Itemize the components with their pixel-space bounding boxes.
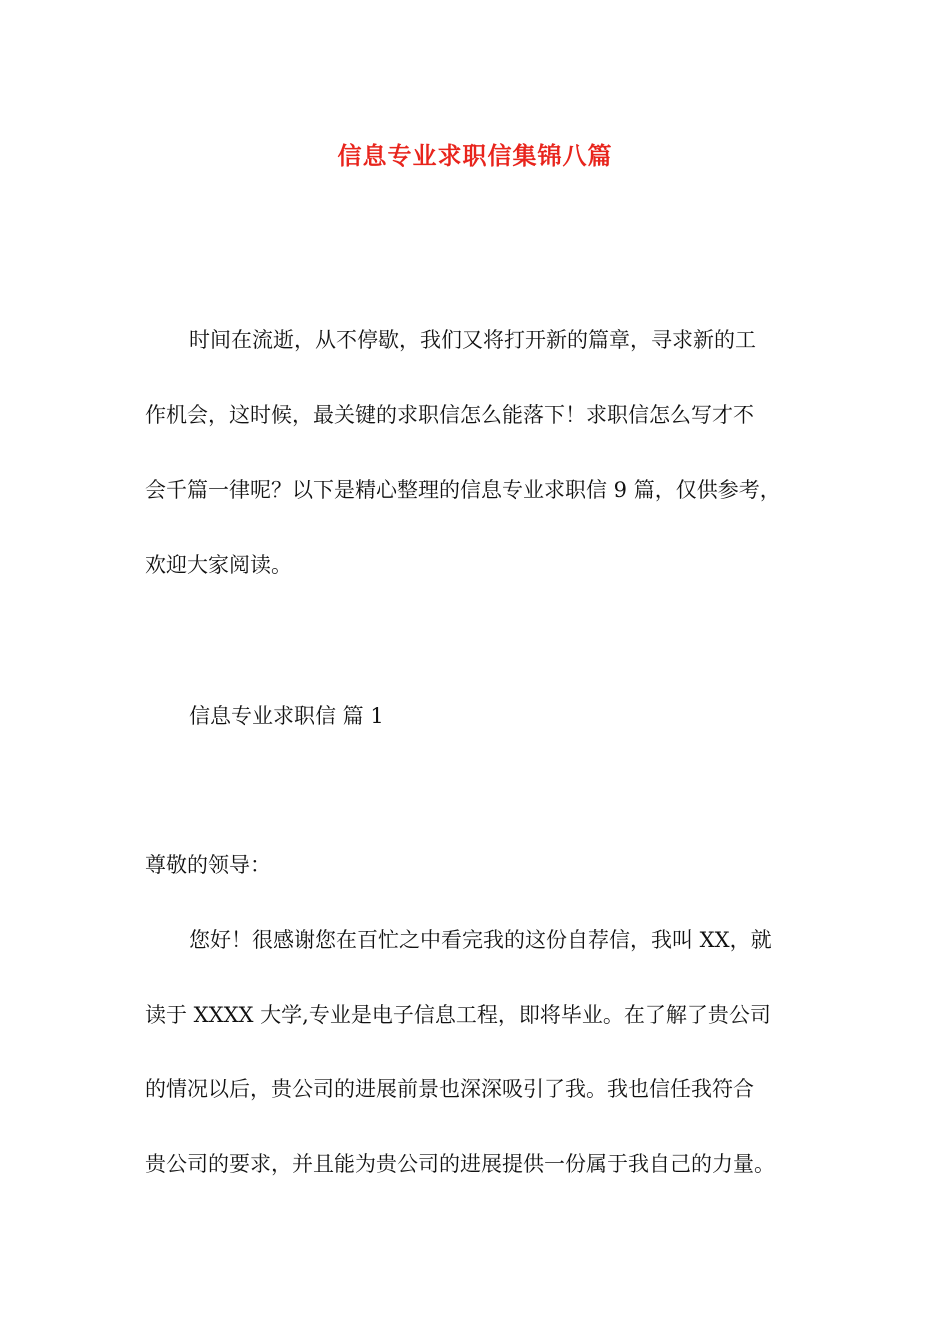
intro-line-1: 时间在流逝，从不停歇，我们又将打开新的篇章，寻求新的工 [189, 328, 756, 352]
body-line-1: 您好！很感谢您在百忙之中看完我的这份自荐信，我叫 XX，就 [189, 928, 772, 952]
intro-line-2: 作机会，这时候，最关键的求职信怎么能落下！求职信怎么写才不 [145, 403, 754, 427]
body-line-2: 读于 XXXX 大学,专业是电子信息工程，即将毕业。在了解了贵公司 [145, 1003, 771, 1027]
body-line-3: 的情况以后，贵公司的进展前景也深深吸引了我。我也信任我符合 [145, 1077, 754, 1101]
salutation: 尊敬的领导： [145, 853, 271, 877]
document-title: 信息专业求职信集锦八篇 [337, 141, 613, 170]
section-heading: 信息专业求职信 篇 1 [189, 704, 384, 728]
intro-line-3: 会千篇一律呢？以下是精心整理的信息专业求职信 9 篇，仅供参考， [145, 478, 781, 502]
intro-line-4: 欢迎大家阅读。 [145, 553, 292, 577]
body-line-4: 贵公司的要求，并且能为贵公司的进展提供一份属于我自己的力量。 [145, 1152, 775, 1176]
